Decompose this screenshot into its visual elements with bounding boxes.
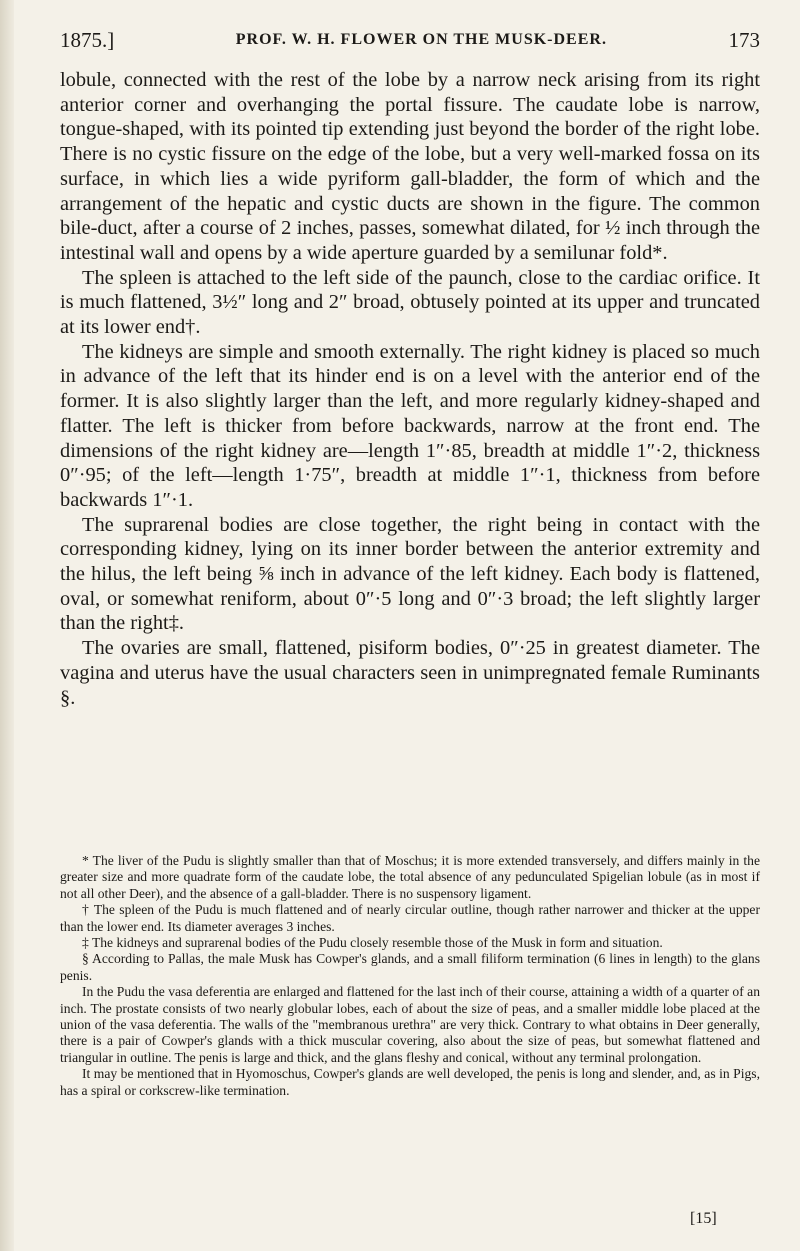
page-binding-edge: [0, 0, 14, 1251]
header-title: PROF. W. H. FLOWER ON THE MUSK-DEER.: [235, 31, 607, 48]
body-paragraph-kidneys: The kidneys are simple and smooth externally. The right kidney is placed so much in advance of the left that its hinder end is on a level with the anterior end of the former. It is also slightly larger than the left, and more regularly kidney-shaped and flatter. The left is thicker from before backwards, narrow at the front end. The dimensions of the right kidney are—length 1″·85, breadth at middle 1″·2, thickness 0″·95; of the left—length 1·75″, breadth at middle 1″·1, thickness from before backwards 1″·1.: [60, 340, 760, 511]
body-paragraph-ovaries: The ovaries are small, flattened, pisiform bodies, 0″·25 in greatest diameter. The vagina and uterus have the usual characters seen in unimpregnated female Ruminants §.: [60, 637, 760, 709]
header-year: 1875.]: [60, 27, 115, 52]
page-number: 173: [728, 27, 760, 52]
footnote-hyomoschus: It may be mentioned that in Hyomoschus, Cowper's glands are well developed, the penis is long and slender, and, as in Pigs, has a spiral or corkscrew-like termination.: [60, 1066, 760, 1098]
body-text: [60, 68, 760, 710]
body-paragraph-suprarenal: The suprarenal bodies are close together, the right being in contact with the corresponding kidney, lying on its inner border between the anterior extremity and the hilus, the left being ⅝ inch in advance of the left kidney. Each body is flattened, oval, or somewhat reniform, about 0″·5 long and 0″·3 broad; the left slightly larger than the right‡.: [60, 513, 760, 635]
footnote-liver: * The liver of the Pudu is slightly smaller than that of Moschus; it is more extended transversely, and differs mainly in the greater size and more quadrate form of the caudate lobe, the total absence of any pedunculated Spigelian lobule (as in most if not all other Deer), and the absence of a gall-bladder. There is no suspensory ligament.: [60, 853, 760, 901]
running-header: [60, 20, 760, 60]
body-paragraph-spleen: The spleen is attached to the left side of the paunch, close to the cardiac orifice. It is much flattened, 3½″ long and 2″ broad, obtusely pointed at its upper and truncated at its lower end†.: [60, 266, 760, 339]
footnote-kidneys: ‡ The kidneys and suprarenal bodies of the Pudu closely resemble those of the Musk in form and situation.: [82, 935, 663, 951]
footnotes: [60, 853, 760, 1099]
footnote-spleen: † The spleen of the Pudu is much flattened and of nearly circular outline, though rather narrower and thicker at the upper than the lower end. Its diameter averages 3 inches.: [60, 902, 760, 934]
body-paragraph-liver: lobule, connected with the rest of the lobe by a narrow neck arising from its right anterior corner and overhanging the portal fissure. The caudate lobe is narrow, tongue-shaped, with its pointed tip extending just beyond the border of the right lobe. There is no cystic fissure on the edge of the lobe, but a very well-marked fossa on its surface, in which lies a wide pyriform gall-bladder, the form of which and the arrangement of the hepatic and cystic ducts are shown in the figure. The common bile-duct, after a course of 2 inches, passes, somewhat dilated, for ½ inch through the intestinal wall and opens by a wide aperture guarded by a semilunar fold*.: [60, 69, 760, 264]
signature-mark: [15]: [690, 1210, 717, 1227]
footnote-pudu-male: In the Pudu the vasa deferentia are enlarged and flattened for the last inch of their course, attaining a width of a quarter of an inch. The prostate consists of two nearly globular lobes, each of about the size of peas, and a smaller middle lobe placed at the union of the vasa deferentia. The walls of the "membranous urethra" are very thick. Contrary to what obtains in Deer generally, there is a pair of Cowper's glands with a thick muscular covering, also about the size of peas, but somewhat flattened and triangular in outline. The penis is large and thick, and the glans fleshy and conical, without any terminal prolongation.: [60, 984, 760, 1065]
footnote-pallas: § According to Pallas, the male Musk has Cowper's glands, and a small filiform termination (6 lines in length) to the glans penis.: [60, 951, 760, 983]
